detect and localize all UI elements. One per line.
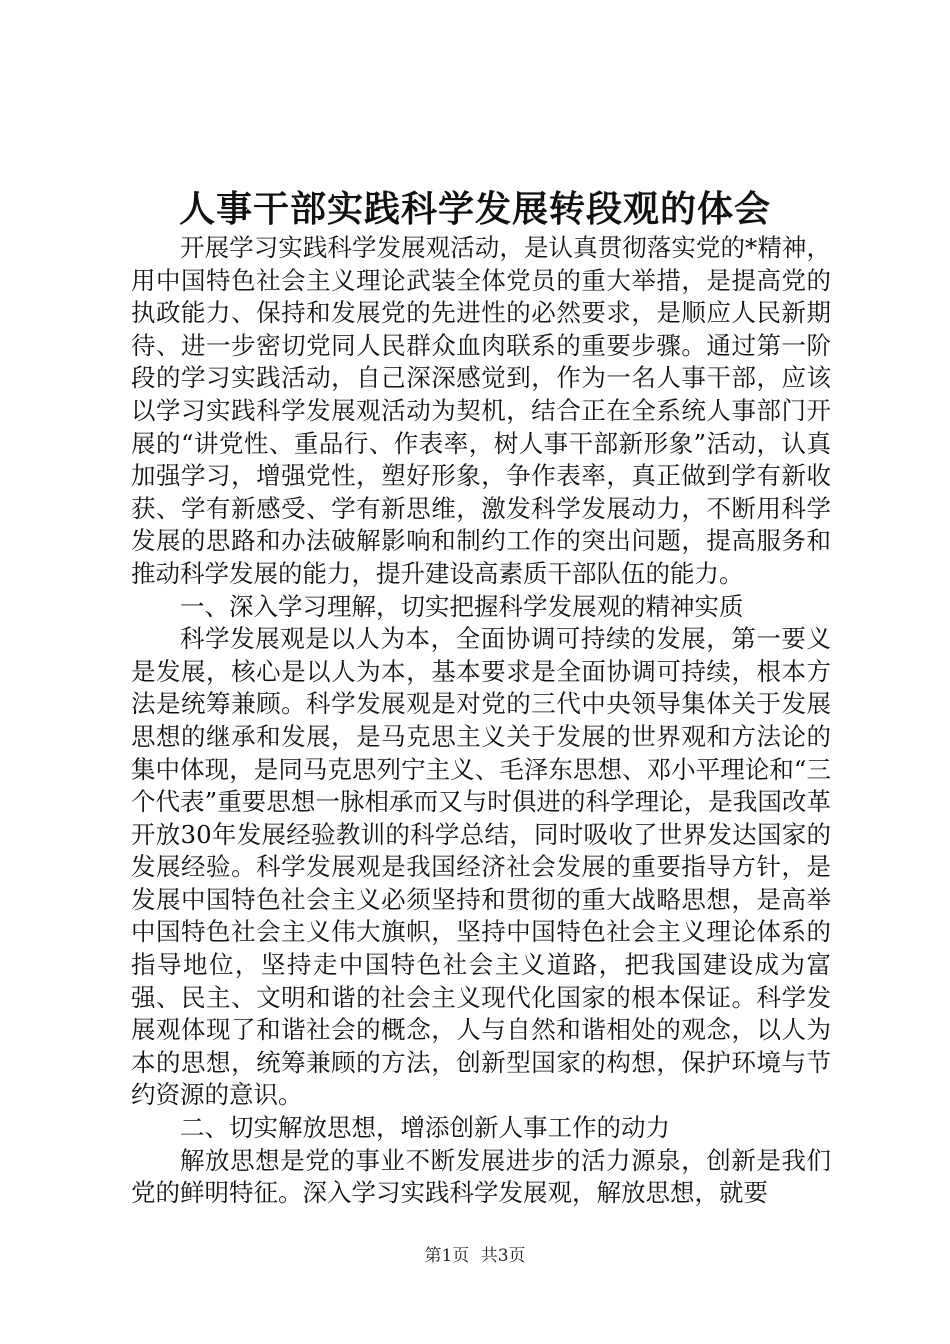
paragraph-intro: 开展学习实践科学发展观活动，是认真贯彻落实党的*精神，用中国特色社会主义理论武装全体党员的重大举措，是提高党的执政能力、保持和发展党的先进性的必然要求，是顺应人民新期待、进一步密切党同人民群众血肉联系的重要步骤。通过第一阶段的学习实践活动，自己深深感觉到，作为一名人事干部，应该以学习实践科学发展观活动为契机，结合正在全系统人事部门开展的“讲党性、重品行、作表率，树人事干部新形象”活动，认真加强学习，增强党性，塑好形象，争作表率，真正做到学有新收获、学有新感受、学有新思维，激发科学发展动力，不断用科学发展的思路和办法破解影响和制约工作的突出问题，提高服务和推动科学发展的能力，提升建设高素质干部队伍的能力。 [131,233,831,588]
document-body [131,232,831,1210]
section-heading-2: 二、切实解放思想，增添创新人事工作的动力 [180,1113,670,1143]
document-title: 人事干部实践科学发展转段观的体会 [178,188,771,230]
page-footer [0,1244,950,1268]
paragraph-section-2: 解放思想是党的事业不断发展进步的活力源泉，创新是我们党的鲜明特征。深入学习实践科学发展观，解放思想，就要 [131,1145,831,1208]
section-heading-1: 一、深入学习理解，切实把握科学发展观的精神实质 [180,591,744,621]
paragraph-section-1: 科学发展观是以人为本，全面协调可持续的发展，第一要义是发展，核心是以人为本，基本要求是全面协调可持续，根本方法是统筹兼顾。科学发展观是对党的三代中央领导集体关于发展思想的继承和发展，是马克思主义关于发展的世界观和方法论的集中体现，是同马克思列宁主义、毛泽东思想、邓小平理论和“三个代表”重要思想一脉相承而又与时俱进的科学理论，是我国改革开放30年发展经验教训的科学总结，同时吸收了世界发达国家的发展经验。科学发展观是我国经济社会发展的重要指导方针，是发展中国特色社会主义必须坚持和贯彻的重大战略思想，是高举中国特色社会主义伟大旗帜，坚持中国特色社会主义理论体系的指导地位，坚持走中国特色社会主义道路，把我国建设成为富强、民主、文明和谐的社会主义现代化国家的根本保证。科学发展观体现了和谐社会的概念，人与自然和谐相处的观念，以人为本的思想，统筹兼顾的方法，创新型国家的构想，保护环境与节约资源的意识。 [131,624,831,1110]
page-total: 共3页 [480,1246,526,1266]
page-number: 第1页 [424,1246,470,1266]
